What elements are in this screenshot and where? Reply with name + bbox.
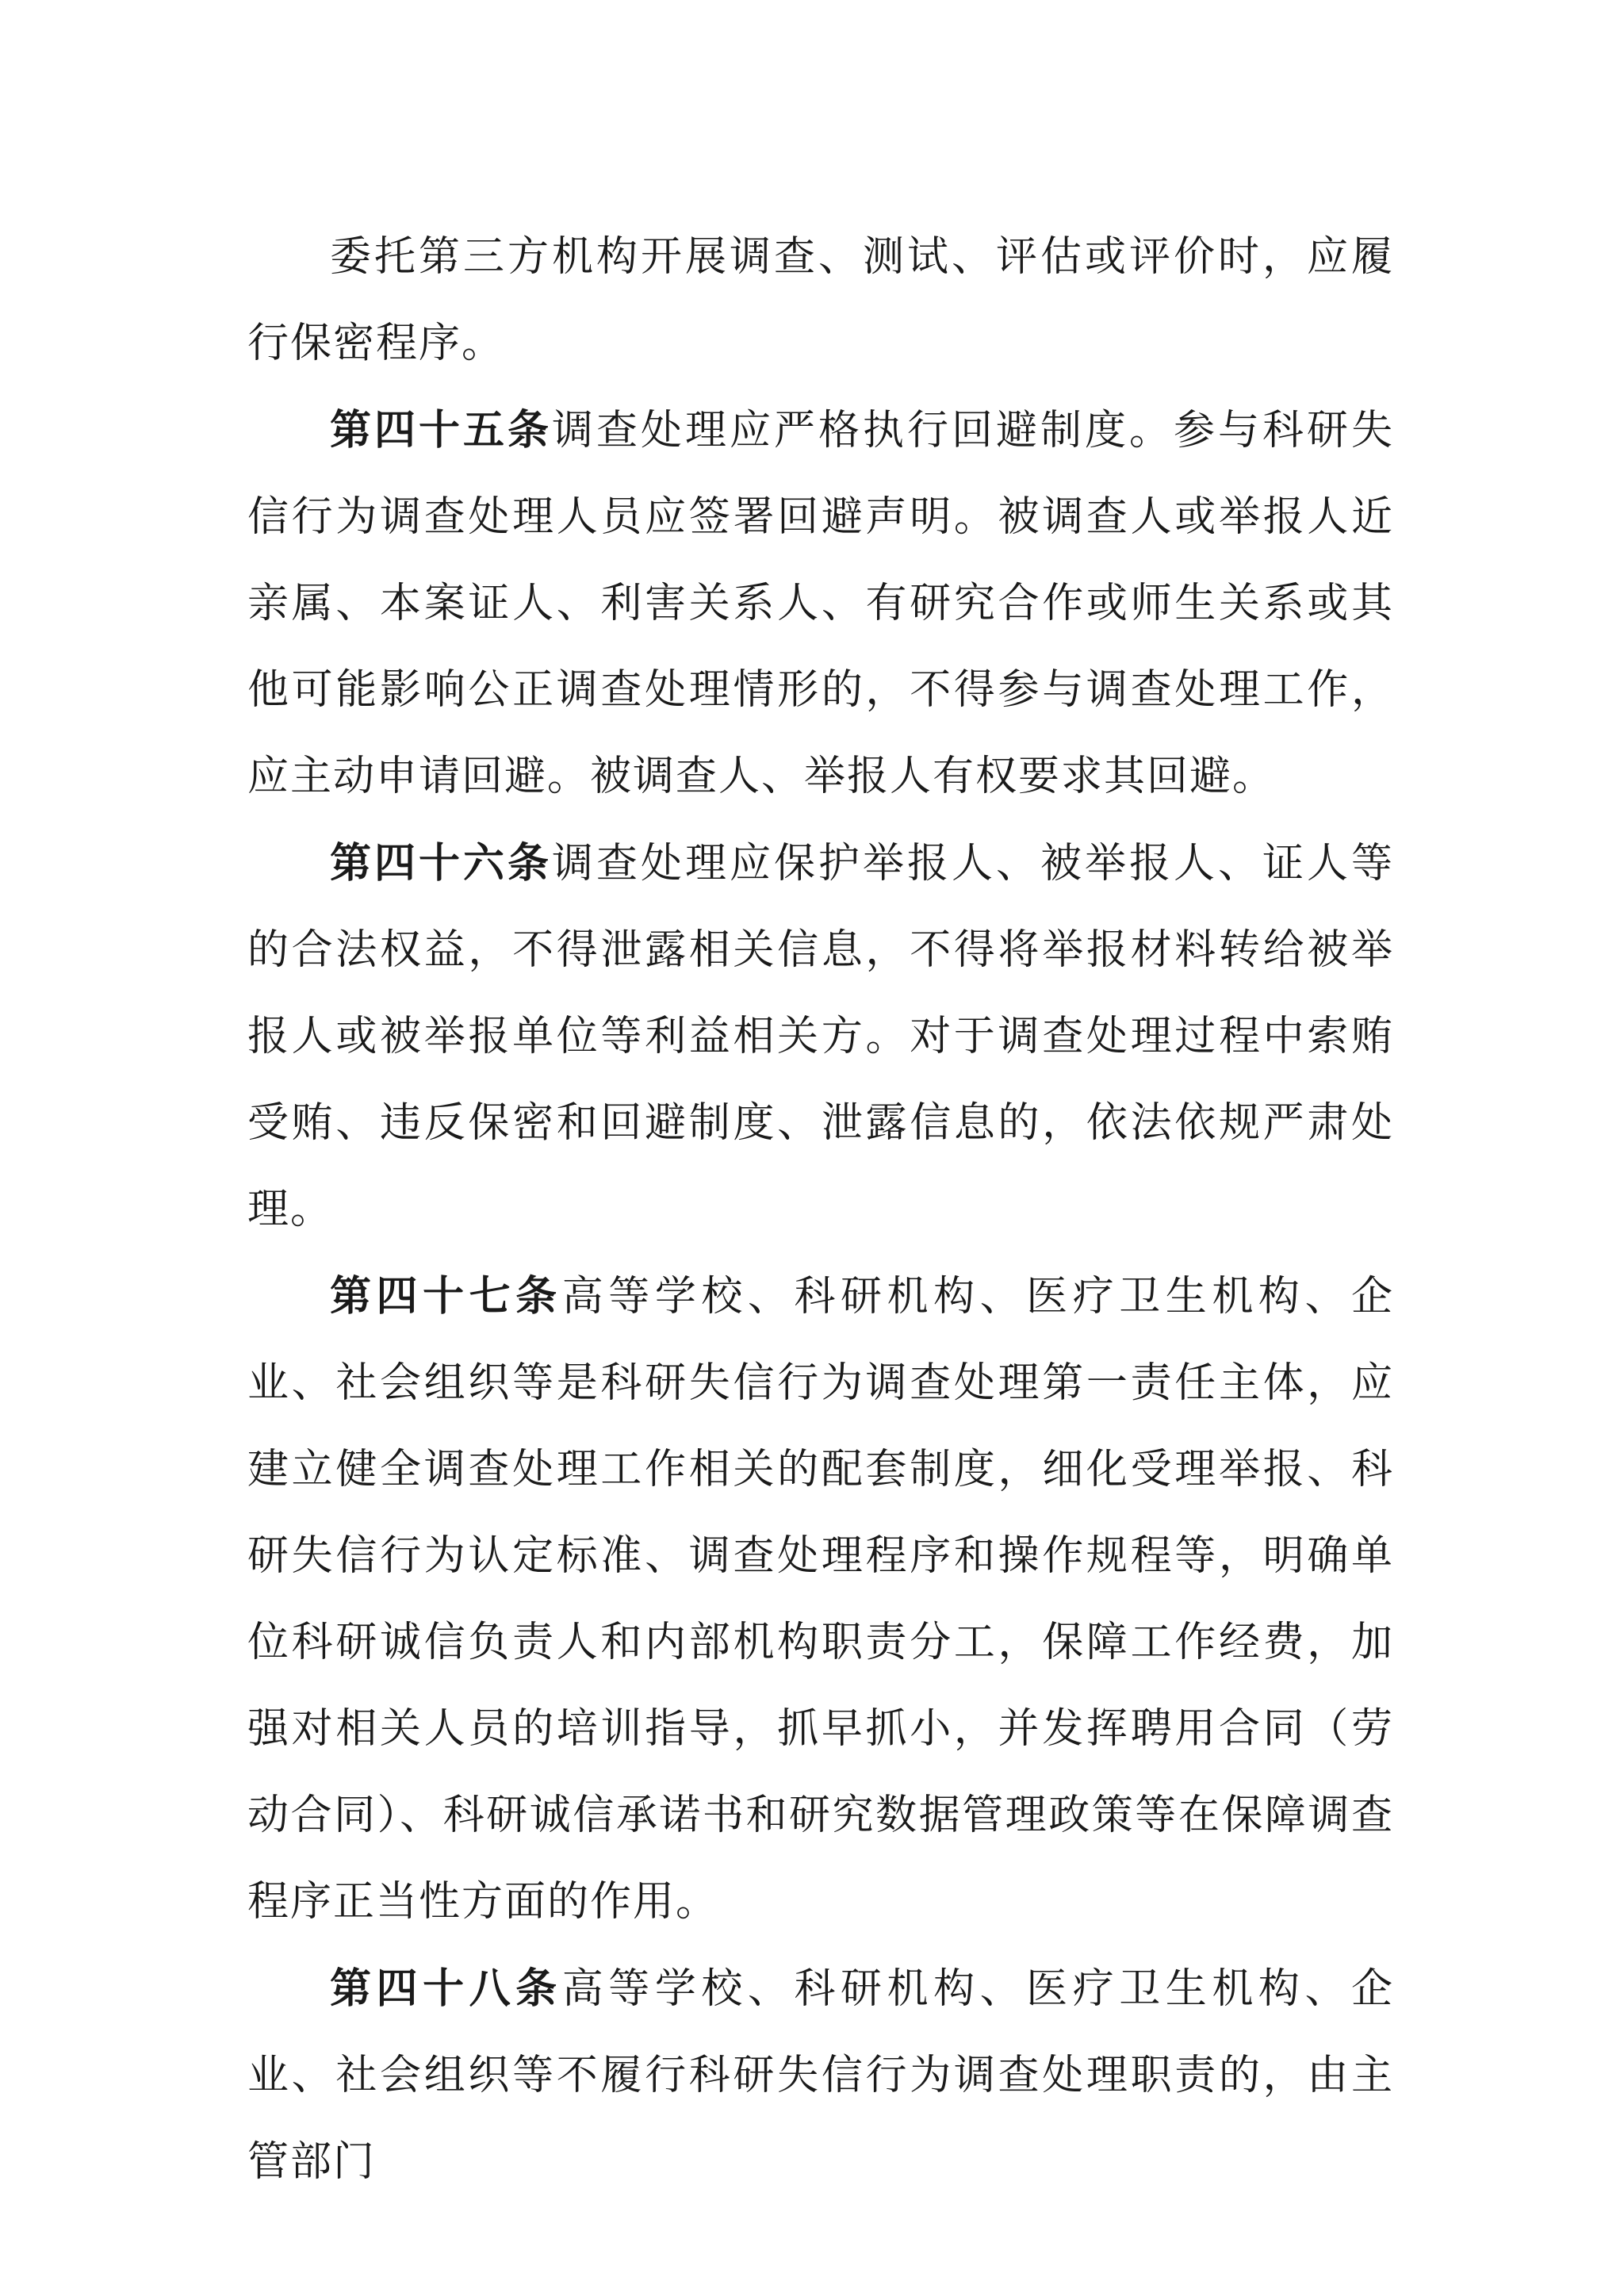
article-number: 第四十七条	[330, 1272, 562, 1320]
article-number: 第四十五条	[330, 406, 552, 454]
paragraph-text: 调查处理应保护举报人、被举报人、证人等的合法权益，不得泄露相关信息，不得将举报材料转给被举报人或被举报单位等利益相关方。对于调查处理过程中索贿受贿、违反保密和回避制度、泄露信息的，依法依规严肃处理。	[247, 840, 1394, 1233]
paragraph-article-47	[247, 1253, 1394, 1945]
paragraph-text: 高等学校、科研机构、医疗卫生机构、企业、社会组织等是科研失信行为调查处理第一责任主体，应建立健全调查处理工作相关的配套制度，细化受理举报、科研失信行为认定标准、调查处理程序和操作规程等，明确单位科研诚信负责人和内部机构职责分工，保障工作经费，加强对相关人员的培训指导，抓早抓小，并发挥聘用合同（劳动合同）、科研诚信承诺书和研究数据管理政策等在保障调查程序正当性方面的作用。	[247, 1273, 1394, 1926]
article-number: 第四十六条	[330, 839, 552, 887]
document-body	[247, 214, 1394, 2206]
paragraph-text: 调查处理应严格执行回避制度。参与科研失信行为调查处理人员应签署回避声明。被调查人或举报人近亲属、本案证人、利害关系人、有研究合作或师生关系或其他可能影响公正调查处理情形的，不得参与调查处理工作，应主动申请回避。被调查人、举报人有权要求其回避。	[247, 407, 1394, 800]
paragraph-article-46	[247, 820, 1394, 1253]
paragraph-article-48	[247, 1945, 1394, 2206]
article-number: 第四十八条	[330, 1964, 562, 2013]
paragraph-article-45	[247, 387, 1394, 820]
paragraph-confidentiality-procedure	[247, 214, 1394, 387]
paragraph-text: 高等学校、科研机构、医疗卫生机构、企业、社会组织等不履行科研失信行为调查处理职责的，由主管部门	[247, 1965, 1394, 2186]
paragraph-text: 委托第三方机构开展调查、测试、评估或评价时，应履行保密程序。	[247, 233, 1394, 367]
